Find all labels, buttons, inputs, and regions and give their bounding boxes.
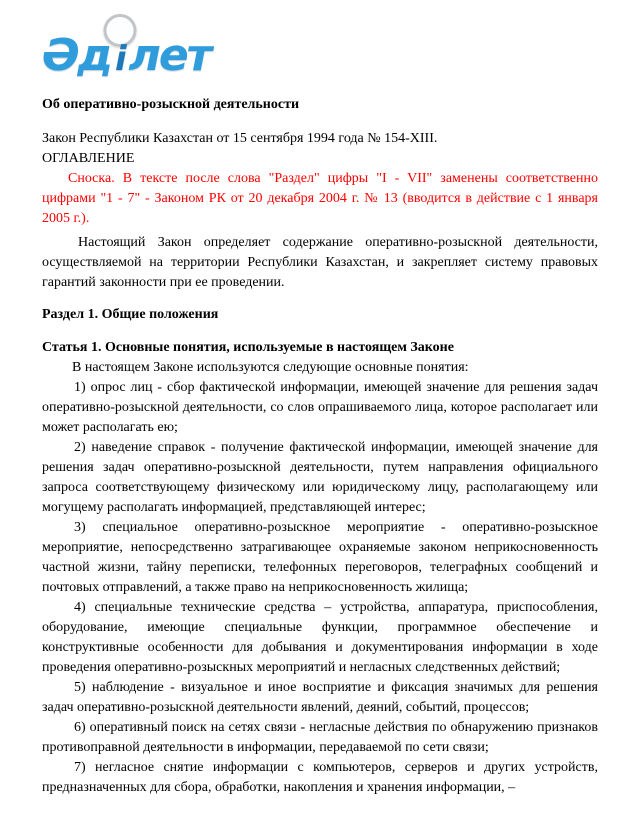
- intro-paragraph: Настоящий Закон определяет содержание оперативно-розыскной деятельности, осуществляемой на территории Республики Казахстан, и закрепляет систему правовых гарантий законности при ее проведении.: [42, 235, 598, 290]
- body-paragraph: 4) специальные технические средства – устройства, аппаратура, приспособления, оборудование, имеющие специальные функции, программное обеспечение и конструктивные особенности для добывания и документирования информации в ходе проведения оперативно-розыскных мероприятий и негласных следственных действий;: [42, 600, 598, 675]
- article-heading: Статья 1. Основные понятия, используемые в настоящем Законе: [42, 340, 454, 355]
- document-title: Об оперативно-розыскной деятельности: [42, 97, 300, 112]
- law-document-body: [42, 95, 598, 798]
- body-paragraph: 6) оперативный поиск на сетях связи - негласные действия по обнаружению признаков противоправной деятельности в информации, передаваемой по сети связи;: [42, 720, 598, 755]
- section-heading: Раздел 1. Общие положения: [42, 307, 219, 322]
- logo-text-suffix: лет: [128, 30, 211, 81]
- body-paragraph: 1) опрос лиц - сбор фактической информации, имеющей значение для решения задач оперативно-розыскной деятельности, со слов опрашиваемого лица, которое располагает или может располагать ею;: [42, 380, 598, 435]
- amendment-footnote: Сноска. В тексте после слова "Раздел" цифры "I - VII" заменены соответственно цифрами "1 - 7" - Законом РК от 20 декабря 2004 г. № 13 (вводится в действие с 1 января 2005 г.).: [42, 171, 598, 226]
- body-paragraph: 2) наведение справок - получение фактической информации, имеющей значение для решения задач оперативно-розыскной деятельности, путем направления официального запроса соответствующему физическому или юридическому лицу, располагающему или могущему располагать информацией, представляющей интерес;: [42, 440, 598, 515]
- law-reference-line: Закон Республики Казахстан от 15 сентября 1994 года № 154-XIII.: [42, 131, 438, 146]
- body-paragraph: 5) наблюдение - визуальное и иное восприятие и фиксация значимых для решения задач оперативно-розыскной деятельности явлений, деяний, событий, процессов;: [42, 680, 598, 715]
- body-paragraph: 3) специальное оперативно-розыскное мероприятие - оперативно-розыскное мероприятие, непосредственно затрагивающее охраняемые законом неприкосновенность частной жизни, тайну переписки, телефонных переговоров, телеграфных сообщений и почтовых отправлений, а также право на неприкосновенность жилища;: [42, 520, 598, 595]
- adilet-logo[interactable]: [42, 30, 598, 85]
- logo-lens-letter: і: [114, 39, 125, 79]
- toc-label: ОГЛАВЛЕНИЕ: [42, 151, 135, 166]
- body-paragraph: В настоящем Законе используются следующие основные понятия:: [72, 360, 469, 375]
- body-paragraph: 7) негласное снятие информации с компьютеров, серверов и других устройств, предназначенных для сбора, обработки, накопления и хранения информации, –: [42, 760, 598, 795]
- logo-text-prefix: Әд: [42, 30, 111, 81]
- magnifier-icon: [111, 30, 129, 85]
